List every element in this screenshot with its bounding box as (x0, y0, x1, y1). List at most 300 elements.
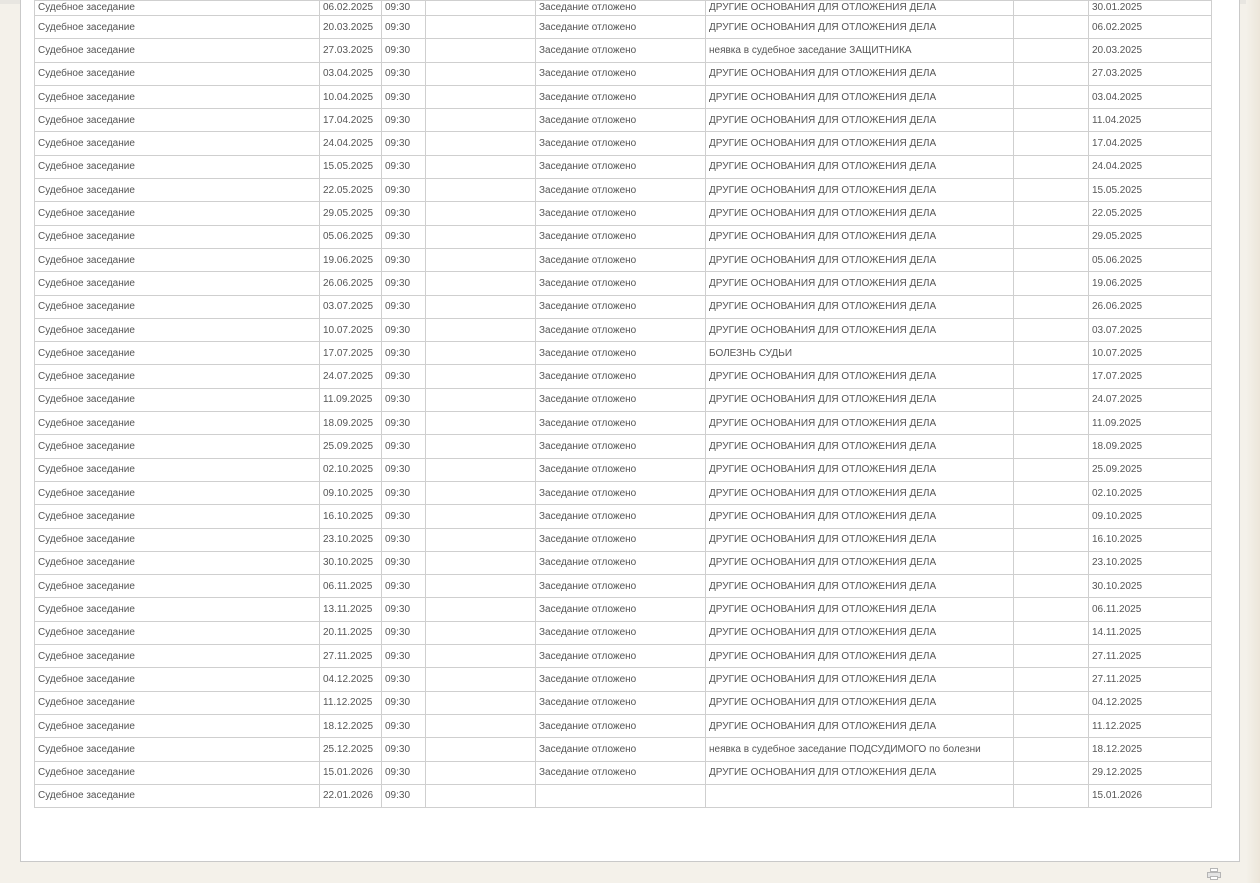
published-cell: 15.05.2025 (1089, 179, 1212, 202)
date-cell: 20.11.2025 (320, 621, 382, 644)
note-cell (1014, 551, 1089, 574)
reason-cell: ДРУГИЕ ОСНОВАНИЯ ДЛЯ ОТЛОЖЕНИЯ ДЕЛА (706, 505, 1014, 528)
date-cell: 25.09.2025 (320, 435, 382, 458)
date-cell: 19.06.2025 (320, 248, 382, 271)
result-cell: Заседание отложено (536, 435, 706, 458)
event-cell: Судебное заседание (35, 738, 320, 761)
published-cell: 23.10.2025 (1089, 551, 1212, 574)
result-cell: Заседание отложено (536, 295, 706, 318)
date-cell: 22.05.2025 (320, 179, 382, 202)
reason-cell: ДРУГИЕ ОСНОВАНИЯ ДЛЯ ОТЛОЖЕНИЯ ДЕЛА (706, 761, 1014, 784)
table-row (35, 202, 1212, 225)
event-cell: Судебное заседание (35, 295, 320, 318)
location-cell (426, 575, 536, 598)
result-cell: Заседание отложено (536, 714, 706, 737)
location-cell (426, 16, 536, 39)
result-cell: Заседание отложено (536, 598, 706, 621)
published-cell: 18.12.2025 (1089, 738, 1212, 761)
page-edge (1246, 0, 1260, 883)
date-cell: 03.07.2025 (320, 295, 382, 318)
note-cell (1014, 62, 1089, 85)
published-cell: 10.07.2025 (1089, 342, 1212, 365)
table-row (35, 272, 1212, 295)
note-cell (1014, 342, 1089, 365)
time-cell: 09:30 (382, 155, 426, 178)
event-cell: Судебное заседание (35, 458, 320, 481)
note-cell (1014, 598, 1089, 621)
result-cell: Заседание отложено (536, 481, 706, 504)
location-cell (426, 132, 536, 155)
published-cell: 27.03.2025 (1089, 62, 1212, 85)
table-row (35, 621, 1212, 644)
table-row (35, 598, 1212, 621)
reason-cell: ДРУГИЕ ОСНОВАНИЯ ДЛЯ ОТЛОЖЕНИЯ ДЕЛА (706, 202, 1014, 225)
time-cell: 09:30 (382, 16, 426, 39)
date-cell: 25.12.2025 (320, 738, 382, 761)
event-cell: Судебное заседание (35, 179, 320, 202)
result-cell: Заседание отложено (536, 342, 706, 365)
time-cell: 09:30 (382, 505, 426, 528)
location-cell (426, 1, 536, 16)
reason-cell: ДРУГИЕ ОСНОВАНИЯ ДЛЯ ОТЛОЖЕНИЯ ДЕЛА (706, 16, 1014, 39)
note-cell (1014, 761, 1089, 784)
time-cell: 09:30 (382, 365, 426, 388)
table-row (35, 645, 1212, 668)
table-row (35, 575, 1212, 598)
published-cell: 04.12.2025 (1089, 691, 1212, 714)
date-cell: 03.04.2025 (320, 62, 382, 85)
result-cell: Заседание отложено (536, 551, 706, 574)
result-cell: Заседание отложено (536, 179, 706, 202)
event-cell: Судебное заседание (35, 132, 320, 155)
location-cell (426, 295, 536, 318)
reason-cell: ДРУГИЕ ОСНОВАНИЯ ДЛЯ ОТЛОЖЕНИЯ ДЕЛА (706, 365, 1014, 388)
reason-cell: ДРУГИЕ ОСНОВАНИЯ ДЛЯ ОТЛОЖЕНИЯ ДЕЛА (706, 179, 1014, 202)
note-cell (1014, 179, 1089, 202)
location-cell (426, 202, 536, 225)
time-cell: 09:30 (382, 39, 426, 62)
table-row (35, 248, 1212, 271)
table-row (35, 691, 1212, 714)
published-cell: 30.10.2025 (1089, 575, 1212, 598)
table-row (35, 761, 1212, 784)
location-cell (426, 784, 536, 807)
date-cell: 24.04.2025 (320, 132, 382, 155)
reason-cell: ДРУГИЕ ОСНОВАНИЯ ДЛЯ ОТЛОЖЕНИЯ ДЕЛА (706, 272, 1014, 295)
published-cell: 02.10.2025 (1089, 481, 1212, 504)
event-cell: Судебное заседание (35, 272, 320, 295)
reason-cell: ДРУГИЕ ОСНОВАНИЯ ДЛЯ ОТЛОЖЕНИЯ ДЕЛА (706, 621, 1014, 644)
date-cell: 29.05.2025 (320, 202, 382, 225)
time-cell: 09:30 (382, 85, 426, 108)
event-cell: Судебное заседание (35, 318, 320, 341)
note-cell (1014, 412, 1089, 435)
time-cell: 09:30 (382, 202, 426, 225)
time-cell: 09:30 (382, 435, 426, 458)
note-cell (1014, 435, 1089, 458)
result-cell: Заседание отложено (536, 458, 706, 481)
published-cell: 20.03.2025 (1089, 39, 1212, 62)
date-cell: 22.01.2026 (320, 784, 382, 807)
result-cell: Заседание отложено (536, 528, 706, 551)
published-cell: 11.04.2025 (1089, 109, 1212, 132)
note-cell (1014, 668, 1089, 691)
event-cell: Судебное заседание (35, 202, 320, 225)
location-cell (426, 365, 536, 388)
event-cell: Судебное заседание (35, 551, 320, 574)
time-cell: 09:30 (382, 248, 426, 271)
reason-cell: неявка в судебное заседание ПОДСУДИМОГО по болезни (706, 738, 1014, 761)
table-row (35, 388, 1212, 411)
location-cell (426, 691, 536, 714)
event-cell: Судебное заседание (35, 412, 320, 435)
note-cell (1014, 365, 1089, 388)
reason-cell: ДРУГИЕ ОСНОВАНИЯ ДЛЯ ОТЛОЖЕНИЯ ДЕЛА (706, 225, 1014, 248)
date-cell: 27.03.2025 (320, 39, 382, 62)
published-cell: 03.04.2025 (1089, 85, 1212, 108)
result-cell: Заседание отложено (536, 575, 706, 598)
table-row (35, 85, 1212, 108)
reason-cell: ДРУГИЕ ОСНОВАНИЯ ДЛЯ ОТЛОЖЕНИЯ ДЕЛА (706, 481, 1014, 504)
event-cell: Судебное заседание (35, 225, 320, 248)
result-cell (536, 784, 706, 807)
date-cell: 11.09.2025 (320, 388, 382, 411)
table-row (35, 132, 1212, 155)
location-cell (426, 318, 536, 341)
date-cell: 18.12.2025 (320, 714, 382, 737)
date-cell: 11.12.2025 (320, 691, 382, 714)
table-row (35, 412, 1212, 435)
result-cell: Заседание отложено (536, 412, 706, 435)
reason-cell: ДРУГИЕ ОСНОВАНИЯ ДЛЯ ОТЛОЖЕНИЯ ДЕЛА (706, 295, 1014, 318)
date-cell: 24.07.2025 (320, 365, 382, 388)
location-cell (426, 621, 536, 644)
table-row (35, 179, 1212, 202)
location-cell (426, 62, 536, 85)
table-row (35, 481, 1212, 504)
event-cell: Судебное заседание (35, 691, 320, 714)
table-row (35, 318, 1212, 341)
time-cell: 09:30 (382, 272, 426, 295)
note-cell (1014, 458, 1089, 481)
result-cell: Заседание отложено (536, 668, 706, 691)
published-cell: 27.11.2025 (1089, 668, 1212, 691)
reason-cell (706, 784, 1014, 807)
result-cell: Заседание отложено (536, 621, 706, 644)
note-cell (1014, 528, 1089, 551)
time-cell: 09:30 (382, 342, 426, 365)
reason-cell: ДРУГИЕ ОСНОВАНИЯ ДЛЯ ОТЛОЖЕНИЯ ДЕЛА (706, 85, 1014, 108)
result-cell: Заседание отложено (536, 388, 706, 411)
time-cell: 09:30 (382, 481, 426, 504)
result-cell: Заседание отложено (536, 225, 706, 248)
published-cell: 16.10.2025 (1089, 528, 1212, 551)
time-cell: 09:30 (382, 62, 426, 85)
table-row (35, 714, 1212, 737)
reason-cell: ДРУГИЕ ОСНОВАНИЯ ДЛЯ ОТЛОЖЕНИЯ ДЕЛА (706, 435, 1014, 458)
location-cell (426, 528, 536, 551)
date-cell: 06.02.2025 (320, 1, 382, 16)
published-cell: 14.11.2025 (1089, 621, 1212, 644)
location-cell (426, 505, 536, 528)
reason-cell: ДРУГИЕ ОСНОВАНИЯ ДЛЯ ОТЛОЖЕНИЯ ДЕЛА (706, 412, 1014, 435)
date-cell: 16.10.2025 (320, 505, 382, 528)
note-cell (1014, 645, 1089, 668)
reason-cell: ДРУГИЕ ОСНОВАНИЯ ДЛЯ ОТЛОЖЕНИЯ ДЕЛА (706, 575, 1014, 598)
location-cell (426, 761, 536, 784)
location-cell (426, 179, 536, 202)
location-cell (426, 551, 536, 574)
date-cell: 15.01.2026 (320, 761, 382, 784)
time-cell: 09:30 (382, 784, 426, 807)
event-cell: Судебное заседание (35, 109, 320, 132)
event-cell: Судебное заседание (35, 761, 320, 784)
reason-cell: ДРУГИЕ ОСНОВАНИЯ ДЛЯ ОТЛОЖЕНИЯ ДЕЛА (706, 598, 1014, 621)
published-cell: 24.04.2025 (1089, 155, 1212, 178)
reason-cell: ДРУГИЕ ОСНОВАНИЯ ДЛЯ ОТЛОЖЕНИЯ ДЕЛА (706, 645, 1014, 668)
table-row (35, 62, 1212, 85)
time-cell: 09:30 (382, 551, 426, 574)
reason-cell: ДРУГИЕ ОСНОВАНИЯ ДЛЯ ОТЛОЖЕНИЯ ДЕЛА (706, 668, 1014, 691)
reason-cell: ДРУГИЕ ОСНОВАНИЯ ДЛЯ ОТЛОЖЕНИЯ ДЕЛА (706, 132, 1014, 155)
event-cell: Судебное заседание (35, 1, 320, 16)
event-cell: Судебное заседание (35, 714, 320, 737)
time-cell: 09:30 (382, 738, 426, 761)
table-row (35, 784, 1212, 807)
date-cell: 30.10.2025 (320, 551, 382, 574)
event-cell: Судебное заседание (35, 528, 320, 551)
published-cell: 29.05.2025 (1089, 225, 1212, 248)
printer-icon[interactable] (1207, 868, 1221, 880)
event-cell: Судебное заседание (35, 668, 320, 691)
published-cell: 06.11.2025 (1089, 598, 1212, 621)
result-cell: Заседание отложено (536, 738, 706, 761)
event-cell: Судебное заседание (35, 155, 320, 178)
note-cell (1014, 155, 1089, 178)
result-cell: Заседание отложено (536, 155, 706, 178)
table-row (35, 295, 1212, 318)
time-cell: 09:30 (382, 295, 426, 318)
note-cell (1014, 85, 1089, 108)
location-cell (426, 738, 536, 761)
table-body (35, 1, 1212, 808)
note-cell (1014, 481, 1089, 504)
result-cell: Заседание отложено (536, 691, 706, 714)
date-cell: 10.07.2025 (320, 318, 382, 341)
note-cell (1014, 738, 1089, 761)
published-cell: 11.09.2025 (1089, 412, 1212, 435)
result-cell: Заседание отложено (536, 62, 706, 85)
event-cell: Судебное заседание (35, 645, 320, 668)
time-cell: 09:30 (382, 575, 426, 598)
time-cell: 09:30 (382, 132, 426, 155)
note-cell (1014, 272, 1089, 295)
time-cell: 09:30 (382, 109, 426, 132)
note-cell (1014, 295, 1089, 318)
event-cell: Судебное заседание (35, 388, 320, 411)
note-cell (1014, 621, 1089, 644)
table-row (35, 505, 1212, 528)
result-cell: Заседание отложено (536, 39, 706, 62)
table-row (35, 342, 1212, 365)
table-row (35, 668, 1212, 691)
table-row (35, 16, 1212, 39)
note-cell (1014, 505, 1089, 528)
location-cell (426, 668, 536, 691)
event-cell: Судебное заседание (35, 16, 320, 39)
location-cell (426, 645, 536, 668)
published-cell: 18.09.2025 (1089, 435, 1212, 458)
time-cell: 09:30 (382, 1, 426, 16)
date-cell: 17.04.2025 (320, 109, 382, 132)
date-cell: 15.05.2025 (320, 155, 382, 178)
table-row (35, 528, 1212, 551)
result-cell: Заседание отложено (536, 248, 706, 271)
table-row (35, 155, 1212, 178)
reason-cell: ДРУГИЕ ОСНОВАНИЯ ДЛЯ ОТЛОЖЕНИЯ ДЕЛА (706, 62, 1014, 85)
event-cell: Судебное заседание (35, 342, 320, 365)
date-cell: 27.11.2025 (320, 645, 382, 668)
time-cell: 09:30 (382, 179, 426, 202)
location-cell (426, 435, 536, 458)
result-cell: Заседание отложено (536, 85, 706, 108)
reason-cell: ДРУГИЕ ОСНОВАНИЯ ДЛЯ ОТЛОЖЕНИЯ ДЕЛА (706, 714, 1014, 737)
time-cell: 09:30 (382, 318, 426, 341)
note-cell (1014, 202, 1089, 225)
location-cell (426, 412, 536, 435)
event-cell: Судебное заседание (35, 481, 320, 504)
reason-cell: ДРУГИЕ ОСНОВАНИЯ ДЛЯ ОТЛОЖЕНИЯ ДЕЛА (706, 691, 1014, 714)
published-cell: 22.05.2025 (1089, 202, 1212, 225)
time-cell: 09:30 (382, 761, 426, 784)
table-row (35, 109, 1212, 132)
event-cell: Судебное заседание (35, 365, 320, 388)
result-cell: Заседание отложено (536, 272, 706, 295)
location-cell (426, 481, 536, 504)
published-cell: 06.02.2025 (1089, 16, 1212, 39)
published-cell: 17.04.2025 (1089, 132, 1212, 155)
published-cell: 09.10.2025 (1089, 505, 1212, 528)
table-row (35, 365, 1212, 388)
date-cell: 06.11.2025 (320, 575, 382, 598)
date-cell: 13.11.2025 (320, 598, 382, 621)
reason-cell: ДРУГИЕ ОСНОВАНИЯ ДЛЯ ОТЛОЖЕНИЯ ДЕЛА (706, 458, 1014, 481)
location-cell (426, 458, 536, 481)
event-cell: Судебное заседание (35, 598, 320, 621)
table-row (35, 551, 1212, 574)
note-cell (1014, 388, 1089, 411)
result-cell: Заседание отложено (536, 761, 706, 784)
location-cell (426, 109, 536, 132)
result-cell: Заседание отложено (536, 16, 706, 39)
location-cell (426, 225, 536, 248)
note-cell (1014, 714, 1089, 737)
note-cell (1014, 109, 1089, 132)
reason-cell: ДРУГИЕ ОСНОВАНИЯ ДЛЯ ОТЛОЖЕНИЯ ДЕЛА (706, 388, 1014, 411)
result-cell: Заседание отложено (536, 132, 706, 155)
time-cell: 09:30 (382, 412, 426, 435)
reason-cell: ДРУГИЕ ОСНОВАНИЯ ДЛЯ ОТЛОЖЕНИЯ ДЕЛА (706, 528, 1014, 551)
time-cell: 09:30 (382, 691, 426, 714)
published-cell: 17.07.2025 (1089, 365, 1212, 388)
published-cell: 05.06.2025 (1089, 248, 1212, 271)
date-cell: 20.03.2025 (320, 16, 382, 39)
date-cell: 17.07.2025 (320, 342, 382, 365)
note-cell (1014, 575, 1089, 598)
location-cell (426, 388, 536, 411)
date-cell: 05.06.2025 (320, 225, 382, 248)
table-row (35, 1, 1212, 16)
note-cell (1014, 1, 1089, 16)
table-row (35, 225, 1212, 248)
published-cell: 26.06.2025 (1089, 295, 1212, 318)
result-cell: Заседание отложено (536, 365, 706, 388)
result-cell: Заседание отложено (536, 505, 706, 528)
date-cell: 04.12.2025 (320, 668, 382, 691)
note-cell (1014, 691, 1089, 714)
location-cell (426, 85, 536, 108)
time-cell: 09:30 (382, 458, 426, 481)
reason-cell: ДРУГИЕ ОСНОВАНИЯ ДЛЯ ОТЛОЖЕНИЯ ДЕЛА (706, 248, 1014, 271)
location-cell (426, 248, 536, 271)
published-cell: 25.09.2025 (1089, 458, 1212, 481)
note-cell (1014, 784, 1089, 807)
time-cell: 09:30 (382, 598, 426, 621)
event-cell: Судебное заседание (35, 621, 320, 644)
note-cell (1014, 39, 1089, 62)
result-cell: Заседание отложено (536, 645, 706, 668)
time-cell: 09:30 (382, 225, 426, 248)
location-cell (426, 155, 536, 178)
date-cell: 10.04.2025 (320, 85, 382, 108)
note-cell (1014, 248, 1089, 271)
event-cell: Судебное заседание (35, 85, 320, 108)
note-cell (1014, 16, 1089, 39)
time-cell: 09:30 (382, 714, 426, 737)
result-cell: Заседание отложено (536, 109, 706, 132)
location-cell (426, 598, 536, 621)
event-cell: Судебное заседание (35, 248, 320, 271)
result-cell: Заседание отложено (536, 318, 706, 341)
published-cell: 19.06.2025 (1089, 272, 1212, 295)
note-cell (1014, 318, 1089, 341)
event-cell: Судебное заседание (35, 575, 320, 598)
table-row (35, 738, 1212, 761)
note-cell (1014, 225, 1089, 248)
note-cell (1014, 132, 1089, 155)
location-cell (426, 39, 536, 62)
time-cell: 09:30 (382, 621, 426, 644)
location-cell (426, 342, 536, 365)
time-cell: 09:30 (382, 668, 426, 691)
time-cell: 09:30 (382, 388, 426, 411)
published-cell: 30.01.2025 (1089, 1, 1212, 16)
result-cell: Заседание отложено (536, 202, 706, 225)
date-cell: 26.06.2025 (320, 272, 382, 295)
time-cell: 09:30 (382, 528, 426, 551)
event-cell: Судебное заседание (35, 784, 320, 807)
published-cell: 27.11.2025 (1089, 645, 1212, 668)
date-cell: 18.09.2025 (320, 412, 382, 435)
result-cell: Заседание отложено (536, 1, 706, 16)
reason-cell: неявка в судебное заседание ЗАЩИТНИКА (706, 39, 1014, 62)
published-cell: 03.07.2025 (1089, 318, 1212, 341)
court-sessions-table (34, 0, 1212, 808)
table-row (35, 435, 1212, 458)
reason-cell: БОЛЕЗНЬ СУДЬИ (706, 342, 1014, 365)
reason-cell: ДРУГИЕ ОСНОВАНИЯ ДЛЯ ОТЛОЖЕНИЯ ДЕЛА (706, 1, 1014, 16)
event-cell: Судебное заседание (35, 505, 320, 528)
